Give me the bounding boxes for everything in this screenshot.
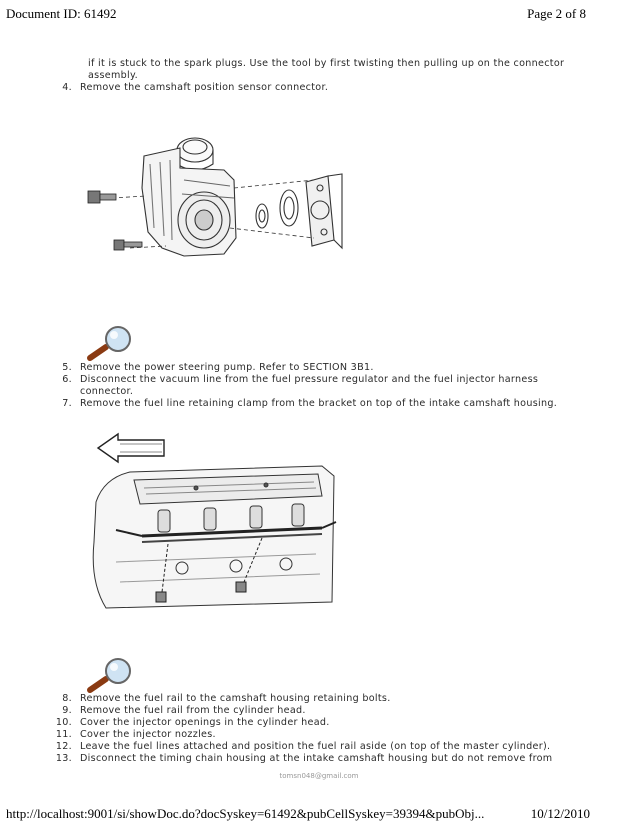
list-item — [0, 362, 638, 374]
list-item — [0, 717, 638, 729]
print-date: 10/12/2010 — [530, 806, 590, 821]
step-number: 12. — [55, 741, 72, 752]
step-number: 4. — [62, 82, 72, 93]
document-url: http://localhost:9001/si/showDoc.do?docSyskey=61492&pubCellSyskey=39394&pubObj... — [6, 806, 485, 821]
intro-line-2: assembly. — [88, 70, 138, 81]
page-number: Page 2 of 8 — [527, 6, 586, 21]
list-item — [0, 741, 638, 753]
watermark: tomsn048@gmail.com — [279, 772, 359, 780]
step-number: 11. — [55, 729, 72, 740]
step-text: Cover the injector openings in the cylinder head. — [80, 717, 330, 728]
step-text: Remove the fuel line retaining clamp from the bracket on top of the intake camshaft housing. — [80, 398, 558, 409]
list-item — [0, 82, 638, 94]
step-text: Cover the injector nozzles. — [80, 729, 216, 740]
step-number: 13. — [55, 753, 72, 764]
step-text: Remove the camshaft position sensor connector. — [80, 82, 329, 93]
step-text: connector. — [80, 386, 134, 397]
intro-line-1: if it is stuck to the spark plugs. Use the tool by first twisting then pulling up on the connector — [88, 58, 565, 69]
list-item — [0, 398, 638, 410]
list-item — [0, 386, 638, 398]
step-text: Remove the fuel rail to the camshaft housing retaining bolts. — [80, 693, 391, 704]
magnifier-icon[interactable] — [84, 324, 138, 364]
document-id: Document ID: 61492 — [6, 6, 117, 21]
step-text: Disconnect the vacuum line from the fuel pressure regulator and the fuel injector harness — [80, 374, 539, 385]
step-number — [0, 386, 80, 398]
steps-block-b — [0, 362, 638, 410]
list-item — [0, 753, 638, 765]
step-text: Leave the fuel lines attached and position the fuel rail aside (on top of the master cylinder). — [80, 741, 551, 752]
step-number: 8. — [62, 693, 72, 704]
magnifier-icon[interactable] — [84, 656, 138, 696]
step-number: 5. — [62, 362, 72, 373]
step-number: 6. — [62, 374, 72, 385]
fuel-rail-illustration — [86, 432, 338, 612]
step-text: Remove the power steering pump. Refer to SECTION 3B1. — [80, 362, 374, 373]
step-text: Remove the fuel rail from the cylinder head. — [80, 705, 306, 716]
step-number: 10. — [55, 717, 72, 728]
power-steering-pump-illustration — [84, 128, 344, 278]
list-item — [0, 705, 638, 717]
step-number: 7. — [62, 398, 72, 409]
steps-block-c — [0, 693, 638, 765]
list-item — [0, 693, 638, 705]
step-number: 9. — [62, 705, 72, 716]
steps-block-a — [0, 58, 638, 94]
list-item — [0, 374, 638, 386]
list-item — [0, 729, 638, 741]
step-text: Disconnect the timing chain housing at the intake camshaft housing but do not remove from — [80, 753, 553, 764]
